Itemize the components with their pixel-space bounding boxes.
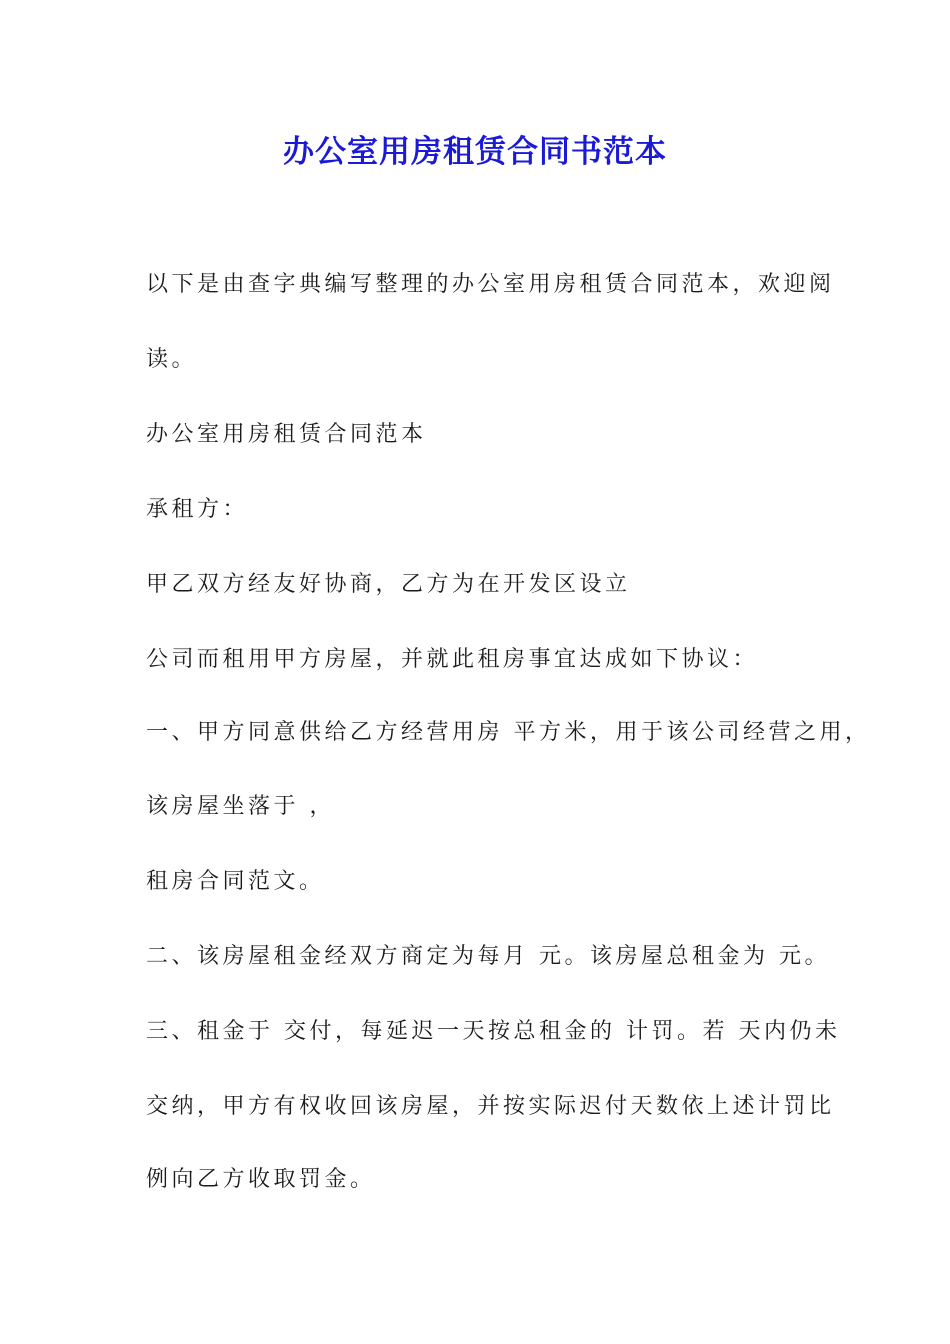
- paragraph-line: 租房合同范文。: [146, 869, 325, 894]
- intro-line-1: 以下是由查字典编写整理的办公室用房租赁合同范本，欢迎阅: [146, 272, 835, 297]
- lessee-label: 承租方：: [146, 497, 249, 522]
- paragraph-line: 甲乙双方经友好协商，乙方为在开发区设立: [146, 572, 631, 597]
- intro-line-2: 读。: [146, 347, 198, 372]
- clause-3-line-1: 三、租金于 交付，每延迟一天按总租金的 计罚。若 天内仍未: [146, 1019, 841, 1044]
- document-title: 办公室用房租赁合同书范本: [283, 134, 667, 170]
- clause-1-line-2: 该房屋坐落于 ，: [146, 794, 335, 819]
- paragraph-line: 公司而租用甲方房屋，并就此租房事宜达成如下协议：: [146, 647, 759, 672]
- clause-3-line-2: 交纳，甲方有权收回该房屋，并按实际迟付天数依上述计罚比: [146, 1094, 835, 1119]
- clause-3-line-3: 例向乙方收取罚金。: [146, 1167, 376, 1192]
- clause-1-line-1: 一、甲方同意供给乙方经营用房 平方米，用于该公司经营之用，: [146, 720, 871, 745]
- section-heading: 办公室用房租赁合同范本: [146, 422, 427, 447]
- clause-2-line: 二、该房屋租金经双方商定为每月 元。该房屋总租金为 元。: [146, 944, 830, 969]
